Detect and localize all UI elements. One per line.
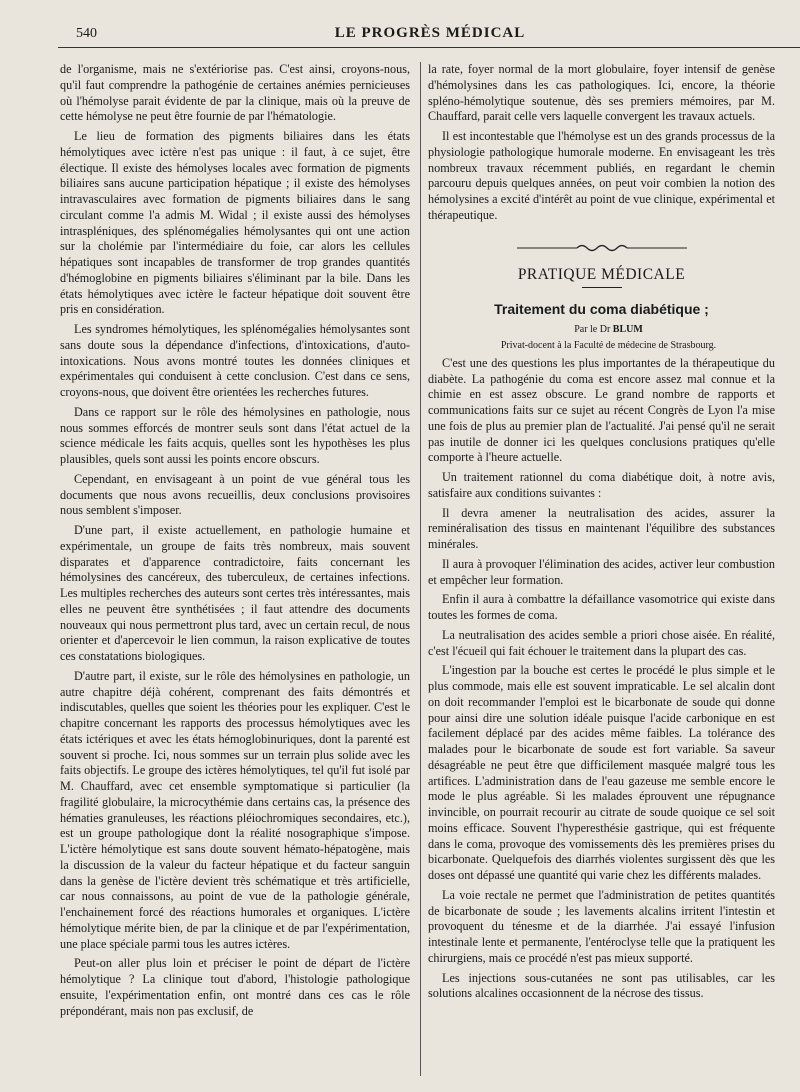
paragraph: Les injections sous-cutanées ne sont pas utilisables, car les solutions alcalines occasionnent de la nécrose des tissus. — [428, 970, 775, 1001]
journal-title: LE PROGRÈS MÉDICAL — [334, 25, 526, 41]
section-rule — [582, 287, 622, 288]
paragraph: la rate, foyer normal de la mort globulaire, foyer intensif de genèse d'hémolysines dans les cas pathologiques. Ici, encore, la théorie spléno-hémolytique soutenue, dès ses premiers mémoires, par M. Chauffard, parait celle vers laquelle convergent les travaux actuels. — [428, 62, 775, 124]
section-title: PRATIQUE MÉDICALE — [517, 266, 686, 284]
paragraph: Cependant, en envisageant à un point de vue général tous les documents que nous avons recueillis, deux conclusions provisoires nous semblent s'imposer. — [60, 471, 410, 518]
paragraph: Un traitement rationnel du coma diabétique doit, à notre avis, satisfaire aux conditions suivantes : — [428, 470, 775, 500]
paragraph: La voie rectale ne permet que l'administration de petites quantités de bicarbonate de soude ; les lavements alcalins irritent l'intestin et provoquent du ténesme et de la diarrhée. J'ai essayé l'infusion intestinale lente et permanente, l'entéroclyse telle que la pratiquent les chirurgiens, mais ce procédé n'est pas mieux supporté. — [428, 887, 775, 965]
ornamental-divider — [428, 242, 775, 258]
right-column — [428, 62, 775, 1006]
paragraph: C'est une des questions les plus importantes de la thérapeutique du diabète. La pathogénie du coma est encore assez mal connue et la chimie en est assez obscure. Le grand nombre de rapports et communications faits sur ce sujet au récent Congrès de Lyon l'a mise une fois de plus au premier plan de l'actualité. J'ai pensé qu'il ne serait pas inutile de donner ici les quelques conclusions pratiques qu'elle comporte à l'heure actuelle. — [428, 355, 775, 465]
header-rule — [58, 47, 800, 48]
paragraph: Dans ce rapport sur le rôle des hémolysines en pathologie, nous nous sommes efforcés de montrer seuls sont dans l'état actuel de la science médicale les faits acquis, quelles sont les hypothèses les plus plausibles, quels sont aussi les points encore obscurs. — [60, 404, 410, 466]
paragraph: L'ingestion par la bouche est certes le procédé le plus simple et le plus commode, mais elle est souvent impraticable. Le sel alcalin dont on doit recommander l'emploi est le bicarbonate de soude qui donne pour ainsi dire une solution idéale puisque l'acide carbonique en est facilement déplacé par des acides même faibles. La tolérance des malades pour le bicarbonate de soude est fort variable. Sa saveur désagréable ne peut être que difficilement masquée malgré tous les artifices. L'administration dans de l'eau gazeuse me semble encore le mode le plus agréable. Si les malades éprouvent une répugnance invincible, on pourrait recourir au citrate de soude quoique ce sel soit moins efficace. Souvent l'hyperesthésie gastrique, qui est fréquente dans le coma, provoque des vomissements dès les premières prises du bicarbonate. Quelquefois des diarrhés violentes surgissent dès que les doses ont dépassé une quantité qui varie chez les différents malades. — [428, 663, 775, 882]
paragraph: Enfin il aura à combattre la défaillance vasomotrice qui existe dans toutes les formes de coma. — [428, 592, 775, 622]
page-header — [60, 26, 800, 46]
byline-prefix: Par le Dr — [574, 323, 613, 335]
page-number: 540 — [76, 26, 97, 41]
author-affiliation: Privat-docent à la Faculté de médecine de Strasbourg. — [500, 339, 717, 351]
paragraph: D'autre part, il existe, sur le rôle des hémolysines en pathologie, un autre chapitre déjà cohérent, comprenant des faits démontrés et indiscutables, quelles que soient les théories pour les expliquer. C'est le chapitre concernant les rapports des processus hémolytiques avec les états ictériques et avec les états hémoglobinuriques, dont la parenté est souvent si proche. Ici, nous sommes sur un terrain plus solide avec les faits objectifs. Le groupe des ictères hémolytiques, tel qu'il fut isolé par M. Chauffard, avec cet ensemble symptomatique si particulier (la fragilité globulaire, la microcythémie dans certains cas, la présence des hématies granuleuses, les réactions pléiochromiques secondaires, etc.), est un groupe pathologique dont la réalité nosographique s'impose. L'ictère hémolytique est sans doute souvent hémato-hépatogène, mais la discussion de la valeur du facteur hépatique et du facteur sanguin dans la genèse de l'ictère devient très schématique et très artificielle, car nous connaissons, au point de vue de la pathologie générale, l'enchainement forcé des réactions humorales et organiques. L'ictère hémolytique mérite bien, de par la clinique et de par l'expérimentation, une place spéciale parmi tous les autres ictères. — [60, 668, 410, 951]
paragraph: de l'organisme, mais ne s'extériorise pas. C'est ainsi, croyons-nous, qu'il faut comprendre la pathogénie de certaines anémies pernicieuses où l'hémolyse parait évidente de par la clinique, mais où la preuve de cette hémolyse ne peut être fournie de par l'hématologie. — [60, 62, 410, 124]
article-title: Traitement du coma diabétique ; — [494, 301, 709, 317]
paragraph: Il est incontestable que l'hémolyse est un des grands processus de la physiologie pathologique humorale moderne. En envisageant les très nombreux travaux récemment publiés, en regardant le chemin parcouru depuis quelques années, on peut voir combien la notion des hémolysines a excité d'intérêt au point de vue clinique, expérimental et thérapeutique. — [428, 129, 775, 222]
paragraph: Il devra amener la neutralisation des acides, assurer la reminéralisation des tissus en maintenant l'équilibre des substances minérales. — [428, 505, 775, 551]
paragraph: La neutralisation des acides semble a priori chose aisée. En réalité, c'est l'écueil qui fait échouer le traitement dans la plupart des cas. — [428, 627, 775, 658]
paragraph: Les syndromes hémolytiques, les splénomégalies hémolysantes sont sans doute sous la dépendance d'infections, d'intoxications, d'auto-intoxications. Nous avons montré toutes les données cliniques et expérimentales qui conduisent à cette conclusion. C'est dans ce sens, croyons-nous, que doivent être orientées les recherches futures. — [60, 322, 410, 399]
column-divider — [420, 62, 421, 1076]
paragraph: Il aura à provoquer l'élimination des acides, activer leur combustion et empêcher leur formation. — [428, 556, 775, 587]
paragraph: D'une part, il existe actuellement, en pathologie humaine et expérimentale, un groupe de faits très nombreux, mais souvent disparates et d'apparence contradictoire, faits concernant les hémolysines des cancéreux, des tuberculeux, de certaines infections. Les multiples recherches des auteurs sont certes très intéressantes, mais elles ne peuvent être synthétisées ; il faut attendre des documents nouveaux qui nous permettront plus tard, avec un certain recul, de nous orienter et d'apercevoir le lien commun, la raison explicative de toutes ces constatations biologiques. — [60, 523, 410, 663]
ornament-flourish — [517, 243, 687, 253]
author-name: BLUM — [612, 323, 643, 335]
byline — [428, 324, 775, 336]
left-column — [60, 62, 410, 1023]
paragraph: Le lieu de formation des pigments biliaires dans les états hémolytiques avec ictère n'est pas unique : il faut, à ce sujet, être électique. Il existe des hémolyses locales avec formation de pigments biliaires sans aucune participation hépatique ; il existe des hémolyses intravasculaires avec formation de pigments biliaires dans le sang circulant comme l'a admis M. Widal ; il existe aussi des hémolyses intraspléniques, des splénomégalies hémolysantes qui ont une action sur la cholémie par l'intermédiaire du foie, car alors les cellules hépatiques sont incapables de transformer de trop grandes quantités d'hémoglobine en pigments biliaires s'éliminant par la bile. Dans les états hémolytiques avec ictère le facteur hépatique doit souvent être pris en considération. — [60, 129, 410, 317]
paragraph: Peut-on aller plus loin et préciser le point de départ de l'ictère hémolytique ? La clinique tout d'abord, l'histologie pathologique ensuite, l'expérimentation enfin, ont montré dans ces cas le rôle prépondérant, mais non pas exclusif, de — [60, 956, 410, 1018]
